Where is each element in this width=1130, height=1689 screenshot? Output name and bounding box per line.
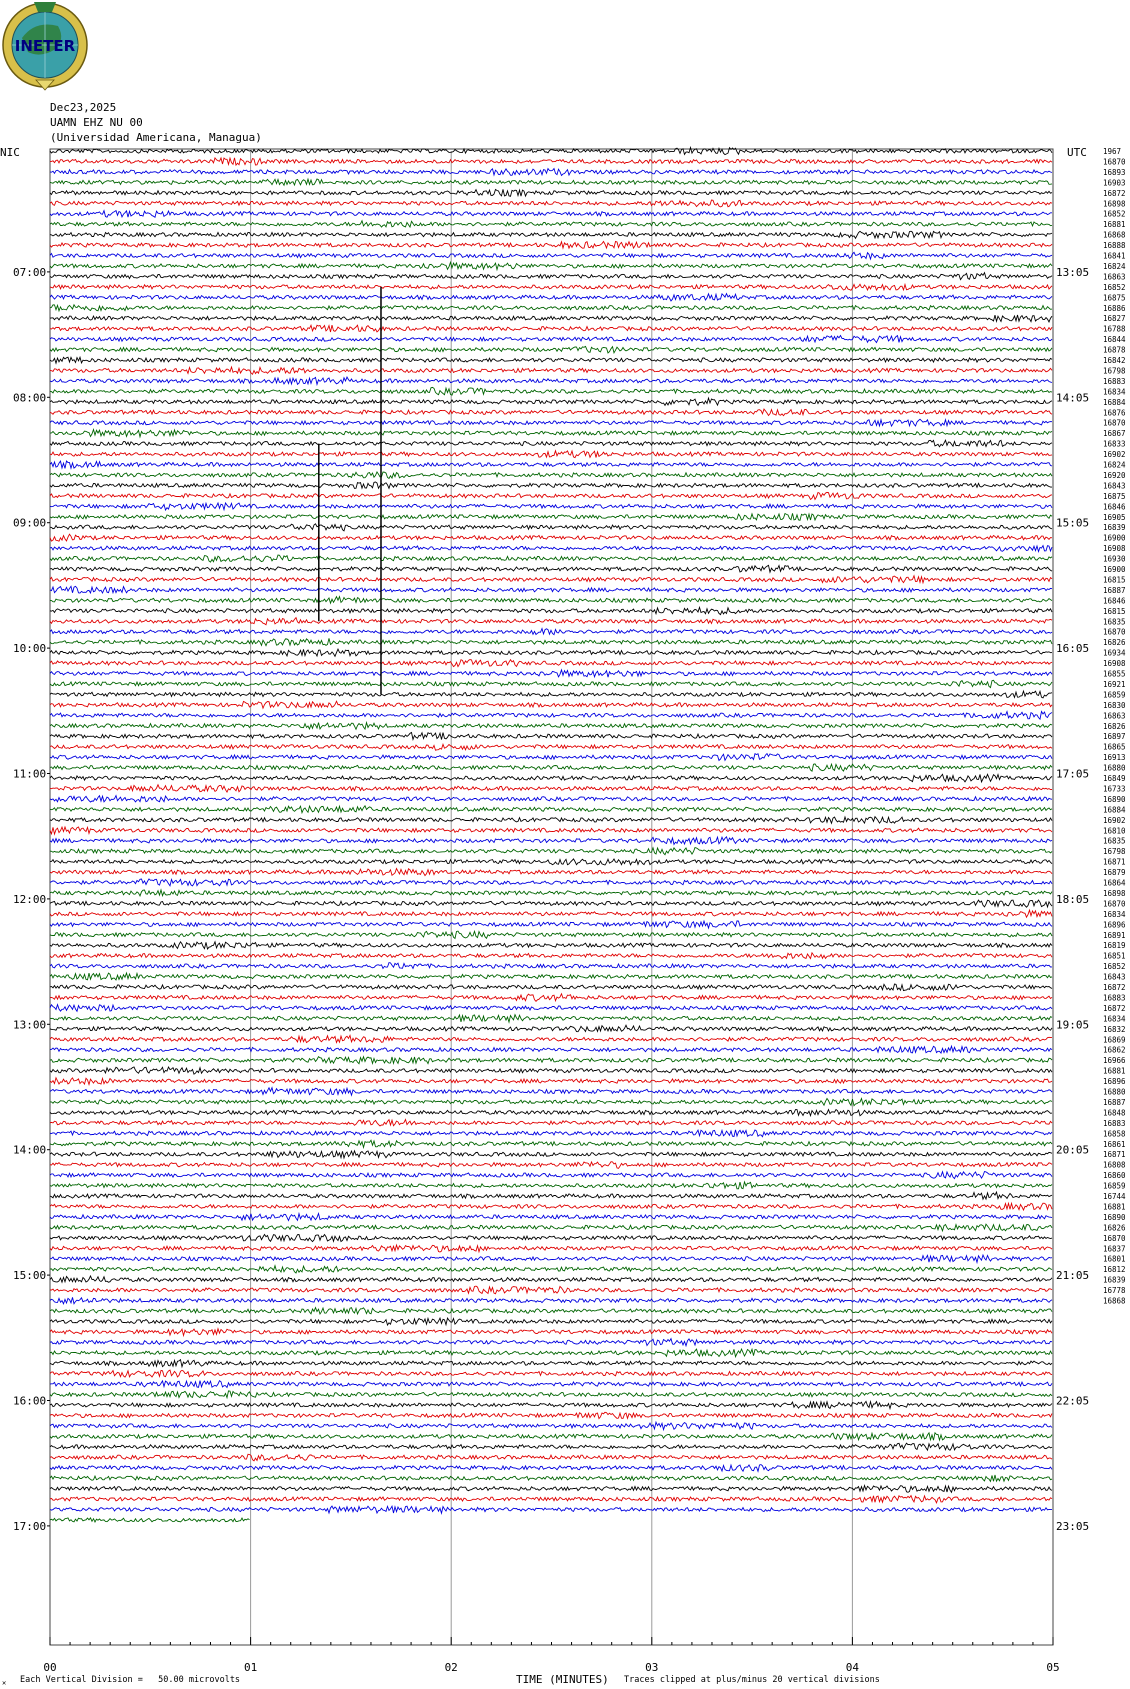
- trace-count: 16858: [1103, 1129, 1126, 1139]
- trace-row: [50, 869, 1052, 876]
- trace-count: 16833: [1103, 439, 1126, 449]
- trace-count: 16815: [1103, 606, 1126, 616]
- trace-row: [50, 284, 1052, 290]
- left-hour-label: 09:00: [13, 516, 47, 530]
- x-tick-label: 05: [1046, 1661, 1060, 1674]
- trace-row: [50, 1015, 1052, 1022]
- trace-row: [50, 1025, 1052, 1032]
- trace-count: 16880: [1103, 763, 1126, 773]
- trace-row: [50, 1454, 1052, 1461]
- trace-count: 16934: [1103, 648, 1126, 658]
- trace-row: [50, 1370, 1052, 1377]
- trace-count: 16875: [1103, 293, 1126, 303]
- trace-row: [50, 1224, 1052, 1231]
- trace-row: [50, 1046, 1052, 1053]
- trace-count: 16905: [1103, 512, 1126, 522]
- trace-count: 16834: [1103, 1014, 1126, 1024]
- trace-count: 16846: [1103, 596, 1126, 606]
- trace-count: 16879: [1103, 868, 1126, 878]
- trace-row: [50, 503, 1052, 510]
- trace-row: [50, 1099, 1052, 1106]
- trace-row: [50, 346, 1052, 353]
- trace-count: 16887: [1103, 585, 1126, 595]
- trace-row: [50, 900, 1052, 907]
- trace-row: [50, 837, 1052, 845]
- ineter-logo: [3, 2, 87, 90]
- clip-note: Traces clipped at plus/minus 20 vertical divisions: [624, 1675, 880, 1685]
- trace-row: [50, 1088, 1052, 1096]
- trace-row: [50, 409, 1052, 416]
- trace-count: 16810: [1103, 826, 1126, 836]
- trace-count: 16880: [1103, 1087, 1126, 1097]
- trace-row: [50, 211, 1052, 218]
- trace-row: [50, 607, 1052, 614]
- trace-row: [50, 1318, 1052, 1325]
- trace-row: [50, 963, 1052, 969]
- trace-row: [50, 242, 1052, 249]
- trace-count-labels: [1103, 147, 1126, 1306]
- trace-count: 16864: [1103, 878, 1126, 888]
- trace-count: 16824: [1103, 460, 1126, 470]
- trace-count: 16888: [1103, 241, 1126, 251]
- trace-row: [50, 273, 1052, 280]
- trace-count: 1967: [1103, 147, 1122, 156]
- trace-count: 16896: [1103, 1077, 1126, 1087]
- trace-row: [50, 638, 1052, 645]
- trace-row: [50, 315, 1052, 322]
- trace-count: 16860: [1103, 1171, 1126, 1181]
- trace-row: [50, 1339, 1052, 1346]
- trace-count: 16837: [1103, 1244, 1126, 1254]
- plot-frame: [50, 149, 1053, 1645]
- x-tick-label: 02: [444, 1661, 458, 1674]
- trace-count: 16930: [1103, 554, 1126, 564]
- left-hour-label: 17:00: [13, 1519, 47, 1533]
- trace-count: 16868: [1103, 230, 1126, 240]
- trace-count: 16881: [1103, 220, 1126, 230]
- trace-row: [50, 221, 1052, 227]
- trace-count: 16819: [1103, 941, 1126, 951]
- trace-row: [50, 377, 1052, 384]
- trace-row: [50, 576, 1052, 583]
- trace-count: 16862: [1103, 1045, 1126, 1055]
- trace-row: [50, 1518, 250, 1522]
- trace-count: 16966: [1103, 1056, 1126, 1066]
- trace-row: [50, 744, 1052, 750]
- trace-count: 16871: [1103, 857, 1126, 867]
- trace-count: 16869: [1103, 1035, 1126, 1045]
- trace-count: 16883: [1103, 1118, 1126, 1128]
- trace-count: 16891: [1103, 930, 1126, 940]
- trace-count: 16870: [1103, 627, 1126, 637]
- trace-row: [50, 565, 1052, 572]
- trace-count: 16872: [1103, 188, 1126, 198]
- trace-row: [50, 984, 1052, 991]
- trace-layer: [50, 148, 1052, 1523]
- logo-text: INETER: [14, 37, 76, 55]
- trace-row: [50, 482, 1052, 488]
- trace-row: [50, 1245, 1052, 1252]
- date-label: Dec23,2025: [50, 101, 117, 114]
- trace-row: [50, 472, 1052, 479]
- trace-count: 16830: [1103, 700, 1126, 710]
- trace-count: 16832: [1103, 1024, 1126, 1034]
- trace-count: 16843: [1103, 972, 1126, 982]
- trace-row: [50, 1162, 1052, 1169]
- trace-row: [50, 1349, 1052, 1357]
- trace-row: [50, 262, 1052, 269]
- right-hour-label: 17:05: [1056, 767, 1090, 781]
- trace-row: [50, 367, 1052, 374]
- trace-row: [50, 942, 1052, 949]
- trace-count: 16839: [1103, 523, 1126, 533]
- trace-count: 16839: [1103, 1275, 1126, 1285]
- trace-count: 16883: [1103, 993, 1126, 1003]
- trace-count: 16827: [1103, 314, 1126, 324]
- trace-row: [50, 158, 1052, 165]
- trace-count: 16844: [1103, 335, 1126, 345]
- left-hour-label: 12:00: [13, 892, 47, 906]
- trace-count: 16835: [1103, 836, 1126, 846]
- trace-count: 16863: [1103, 272, 1126, 282]
- trace-row: [50, 169, 1052, 176]
- trace-count: 16863: [1103, 711, 1126, 721]
- trace-row: [50, 1005, 1052, 1012]
- trace-row: [50, 1203, 1052, 1210]
- trace-row: [50, 1110, 1052, 1116]
- trace-count: 16826: [1103, 721, 1126, 731]
- trace-count: 16865: [1103, 742, 1126, 752]
- trace-row: [50, 817, 1052, 824]
- trace-count: 16842: [1103, 356, 1126, 365]
- x-tick-label: 00: [43, 1661, 57, 1674]
- trace-row: [50, 691, 1052, 698]
- trace-row: [50, 1235, 1052, 1242]
- trace-count: 16870: [1103, 1233, 1126, 1243]
- trace-row: [50, 200, 1052, 207]
- trace-count: 16808: [1103, 1160, 1126, 1170]
- trace-row: [50, 910, 1052, 917]
- right-hour-label: 13:05: [1056, 265, 1090, 279]
- trace-row: [50, 859, 1052, 865]
- right-hour-label: 19:05: [1056, 1018, 1090, 1032]
- trace-count: 16812: [1103, 1265, 1126, 1275]
- trace-row: [50, 546, 1052, 552]
- trace-row: [50, 701, 1052, 708]
- trace-row: [50, 430, 1052, 437]
- trace-row: [50, 973, 1052, 980]
- trace-row: [50, 1401, 1052, 1408]
- trace-count: 16815: [1103, 575, 1126, 585]
- trace-row: [50, 1140, 1052, 1147]
- trace-count: 16902: [1103, 450, 1126, 460]
- trace-count: 16849: [1103, 774, 1126, 783]
- trace-row: [50, 660, 1052, 667]
- right-hour-label: 14:05: [1056, 391, 1090, 405]
- right-hour-label: 16:05: [1056, 642, 1090, 656]
- trace-row: [50, 1214, 1052, 1221]
- trace-row: [50, 189, 1052, 196]
- trace-count: 16835: [1103, 617, 1126, 627]
- trace-row: [50, 670, 1052, 677]
- trace-row: [50, 712, 1052, 720]
- grid-layer: [50, 149, 1053, 1645]
- trace-count: 16859: [1103, 690, 1126, 700]
- trace-count: 16744: [1103, 1192, 1126, 1201]
- trace-row: [50, 231, 1052, 238]
- trace-row: [50, 890, 1052, 896]
- trace-row: [50, 1276, 1052, 1282]
- trace-count: 16903: [1103, 178, 1126, 188]
- trace-row: [50, 336, 1052, 343]
- trace-row: [50, 848, 1052, 855]
- trace-count: 16900: [1103, 533, 1126, 543]
- x-tick-label: 01: [243, 1661, 258, 1674]
- x-tick-label: 03: [645, 1661, 659, 1674]
- trace-count: 16890: [1103, 1212, 1126, 1222]
- trace-row: [50, 1496, 1052, 1503]
- left-hour-label: 10:00: [13, 642, 47, 656]
- right-hour-label: 23:05: [1056, 1519, 1090, 1533]
- trace-row: [50, 1266, 1052, 1273]
- trace-row: [50, 953, 1052, 959]
- trace-row: [50, 1412, 1052, 1418]
- trace-row: [50, 1422, 1052, 1429]
- trace-row: [50, 618, 1052, 625]
- trace-row: [50, 1067, 1052, 1074]
- trace-row: [50, 325, 1052, 332]
- trace-row: [50, 1443, 1052, 1450]
- trace-count: 16851: [1103, 951, 1126, 961]
- x-axis-label: TIME (MINUTES): [516, 1673, 609, 1686]
- trace-row: [50, 1329, 1052, 1336]
- trace-count: 16870: [1103, 418, 1126, 428]
- trace-count: 16887: [1103, 1097, 1126, 1107]
- trace-row: [50, 1308, 1052, 1314]
- trace-count: 16855: [1103, 669, 1126, 679]
- trace-count: 16846: [1103, 502, 1126, 512]
- right-hour-label: 20:05: [1056, 1143, 1090, 1157]
- trace-count: 16733: [1103, 784, 1126, 794]
- trace-count: 16872: [1103, 1003, 1126, 1013]
- trace-row: [50, 806, 1052, 813]
- trace-row: [50, 597, 1052, 604]
- trace-row: [50, 733, 1052, 740]
- trace-row: [50, 1381, 1052, 1388]
- trace-row: [50, 723, 1052, 730]
- trace-count: 16893: [1103, 167, 1126, 177]
- trace-count: 16834: [1103, 387, 1126, 397]
- trace-count: 16871: [1103, 1150, 1126, 1160]
- left-hour-label: 11:00: [13, 767, 47, 781]
- trace-row: [50, 1078, 1052, 1085]
- trace-row: [50, 774, 1052, 782]
- trace-row: [50, 513, 1052, 520]
- trace-count: 16824: [1103, 261, 1126, 271]
- trace-row: [50, 879, 1052, 886]
- trace-row: [50, 1475, 1052, 1481]
- trace-count: 16878: [1103, 345, 1126, 355]
- trace-count: 16843: [1103, 481, 1126, 491]
- trace-row: [50, 680, 1052, 687]
- left-hour-label: 15:00: [13, 1269, 47, 1283]
- trace-row: [50, 754, 1052, 761]
- left-hour-label: 13:00: [13, 1018, 47, 1032]
- trace-count: 16859: [1103, 1181, 1126, 1191]
- left-hour-label: 08:00: [13, 391, 47, 405]
- trace-row: [50, 492, 1052, 499]
- trace-row: [50, 1486, 1052, 1493]
- trace-count: 16898: [1103, 888, 1126, 898]
- trace-count: 16908: [1103, 659, 1126, 669]
- trace-row: [50, 555, 1052, 562]
- trace-row: [50, 357, 1052, 363]
- trace-row: [50, 827, 1052, 834]
- trace-row: [50, 398, 1052, 405]
- trace-row: [50, 387, 1052, 395]
- trace-count: 16852: [1103, 209, 1126, 219]
- trace-row: [50, 921, 1052, 928]
- trace-count: 16852: [1103, 962, 1126, 972]
- trace-count: 16902: [1103, 815, 1126, 825]
- trace-row: [50, 1286, 1052, 1294]
- trace-row: [50, 1360, 1052, 1367]
- trace-count: 16884: [1103, 805, 1126, 815]
- trace-row: [50, 1057, 1052, 1064]
- trace-row: [50, 1255, 1052, 1262]
- trace-row: [50, 994, 1052, 1002]
- trace-count: 16886: [1103, 303, 1126, 313]
- trace-count: 16872: [1103, 983, 1126, 992]
- trace-count: 16867: [1103, 429, 1126, 439]
- trace-count: 16798: [1103, 847, 1126, 857]
- trace-row: [50, 586, 1052, 593]
- trace-row: [50, 1506, 1052, 1513]
- trace-row: [50, 534, 1052, 541]
- trace-count: 16896: [1103, 920, 1126, 930]
- trace-count: 16881: [1103, 1202, 1126, 1212]
- trace-row: [50, 1391, 1052, 1398]
- trace-count: 16841: [1103, 251, 1126, 261]
- right-hour-label: 15:05: [1056, 516, 1090, 530]
- left-zone-label: NIC: [0, 146, 20, 159]
- trace-row: [50, 524, 1052, 531]
- trace-count: 16868: [1103, 1296, 1126, 1306]
- trace-count: 16798: [1103, 366, 1126, 376]
- trace-row: [50, 1172, 1052, 1179]
- trace-count: 16920: [1103, 470, 1126, 480]
- trace-count: 16788: [1103, 324, 1126, 334]
- trace-count: 16883: [1103, 376, 1126, 386]
- trace-row: [50, 629, 1052, 635]
- trace-row: [50, 785, 1052, 792]
- trace-count: 16913: [1103, 753, 1126, 763]
- trace-count: 16921: [1103, 679, 1126, 689]
- trace-row: [50, 931, 1052, 938]
- trace-count: 16884: [1103, 397, 1126, 407]
- left-hour-label: 14:00: [13, 1143, 47, 1157]
- trace-row: [50, 1465, 1052, 1472]
- trace-row: [50, 252, 1052, 259]
- trace-row: [50, 294, 1052, 301]
- trace-count: 16881: [1103, 1066, 1126, 1076]
- trace-count: 16848: [1103, 1108, 1126, 1118]
- trace-count: 16908: [1103, 544, 1126, 554]
- trace-row: [50, 1297, 1052, 1303]
- trace-row: [50, 764, 1052, 771]
- x-tick-label: 04: [845, 1661, 860, 1674]
- trace-row: [50, 796, 1052, 802]
- trace-count: 16870: [1103, 157, 1126, 167]
- trace-row: [50, 1151, 1052, 1158]
- trace-row: [50, 1182, 1052, 1189]
- right-hour-label: 18:05: [1056, 892, 1090, 906]
- right-zone-label: UTC: [1067, 146, 1087, 159]
- station-label: UAMN EHZ NU 00: [50, 116, 143, 129]
- left-hour-label: 07:00: [13, 265, 47, 279]
- trace-count: 16852: [1103, 282, 1126, 292]
- trace-row: [50, 440, 1052, 447]
- trace-row: [50, 1433, 1052, 1440]
- division-note: Each Vertical Division = 50.00 microvolts: [20, 1675, 241, 1685]
- trace-count: 16826: [1103, 1223, 1126, 1233]
- location-label: (Universidad Americana, Managua): [50, 131, 262, 144]
- right-hour-label: 22:05: [1056, 1394, 1090, 1408]
- left-hour-label: 16:00: [13, 1394, 47, 1408]
- trace-count: 16778: [1103, 1286, 1126, 1296]
- trace-count: 16861: [1103, 1139, 1126, 1149]
- trace-count: 16834: [1103, 909, 1126, 919]
- trace-row: [50, 1192, 1052, 1199]
- trace-row: [50, 1120, 1052, 1126]
- trace-row: [50, 461, 1052, 468]
- trace-count: 16870: [1103, 899, 1126, 909]
- trace-count: 16875: [1103, 491, 1126, 501]
- trace-count: 16898: [1103, 199, 1126, 209]
- trace-row: [50, 649, 1052, 656]
- right-hour-label: 21:05: [1056, 1269, 1090, 1283]
- trace-row: [50, 1130, 1052, 1137]
- trace-count: 16801: [1103, 1254, 1126, 1264]
- trace-row: [50, 305, 1052, 311]
- trace-row: [50, 179, 1052, 185]
- trace-row: [50, 451, 1052, 458]
- trace-count: 16900: [1103, 565, 1126, 574]
- trace-count: 16826: [1103, 638, 1126, 648]
- trace-row: [50, 1035, 1052, 1042]
- trace-row: [50, 419, 1052, 426]
- footer-marker: ✕: [2, 1679, 7, 1687]
- trace-count: 16897: [1103, 732, 1126, 742]
- trace-count: 16876: [1103, 408, 1126, 418]
- trace-count: 16890: [1103, 794, 1126, 804]
